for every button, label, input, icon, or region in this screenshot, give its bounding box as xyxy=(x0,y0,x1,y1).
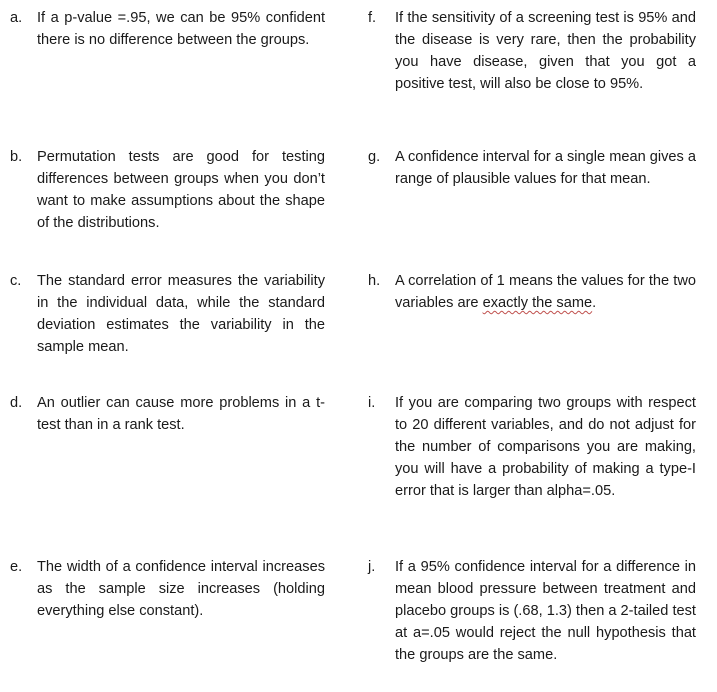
flagged-phrase: exactly the same xyxy=(482,295,593,311)
statement-b xyxy=(10,146,325,234)
statement-g xyxy=(368,146,696,190)
statement-i xyxy=(368,392,696,502)
statement-text xyxy=(395,270,696,314)
statement-letter: b. xyxy=(10,149,23,165)
statement-j xyxy=(368,556,696,666)
statement-letter: e. xyxy=(10,559,23,575)
statement-text: If the sensitivity of a screening test is 95% and the disease is very rare, then the probability you have disease, given that you got a positive test, will also be close to 95%. xyxy=(395,10,696,92)
statement-text: If a 95% confidence interval for a difference in mean blood pressure between treatment and placebo groups is (.68, 1.3) then a 2-tailed test at a=.05 would reject the null hypothesis that the groups are the same. xyxy=(395,559,696,663)
statement-text: A confidence interval for a single mean gives a range of plausible values for that mean. xyxy=(395,149,696,187)
statement-text: If you are comparing two groups with respect to 20 different variables, and do not adjust for the number of comparisons you are making, you will have a probability of making a type-I error that is larger than alpha=.05. xyxy=(395,395,696,499)
statement-letter: j. xyxy=(368,559,376,575)
statement-letter: h. xyxy=(368,273,381,289)
statement-letter: f. xyxy=(368,10,377,26)
statement-text-part: . xyxy=(592,295,597,311)
statement-letter: c. xyxy=(10,273,22,289)
statement-text: The width of a confidence interval increases as the sample size increases (holding everything else constant). xyxy=(37,559,325,619)
statement-text-part: A correlation of 1 means the values for the two variables are xyxy=(395,273,696,311)
statement-letter: a. xyxy=(10,10,23,26)
statement-f xyxy=(368,7,696,95)
statement-letter: d. xyxy=(10,395,23,411)
statement-e xyxy=(10,556,325,622)
statement-letter: g. xyxy=(368,149,381,165)
statement-text: If a p-value =.95, we can be 95% confident there is no difference between the groups. xyxy=(37,10,325,48)
statement-d xyxy=(10,392,325,436)
statement-text: An outlier can cause more problems in a t-test than in a rank test. xyxy=(37,395,325,433)
statement-h xyxy=(368,270,696,314)
statement-letter: i. xyxy=(368,395,376,411)
statement-c xyxy=(10,270,325,358)
statement-text: Permutation tests are good for testing differences between groups when you don’t want to make assumptions about the shape of the distributions. xyxy=(37,149,325,231)
statement-a xyxy=(10,7,325,51)
statement-text: The standard error measures the variability in the individual data, while the standard deviation estimates the variability in the sample mean. xyxy=(37,273,325,355)
